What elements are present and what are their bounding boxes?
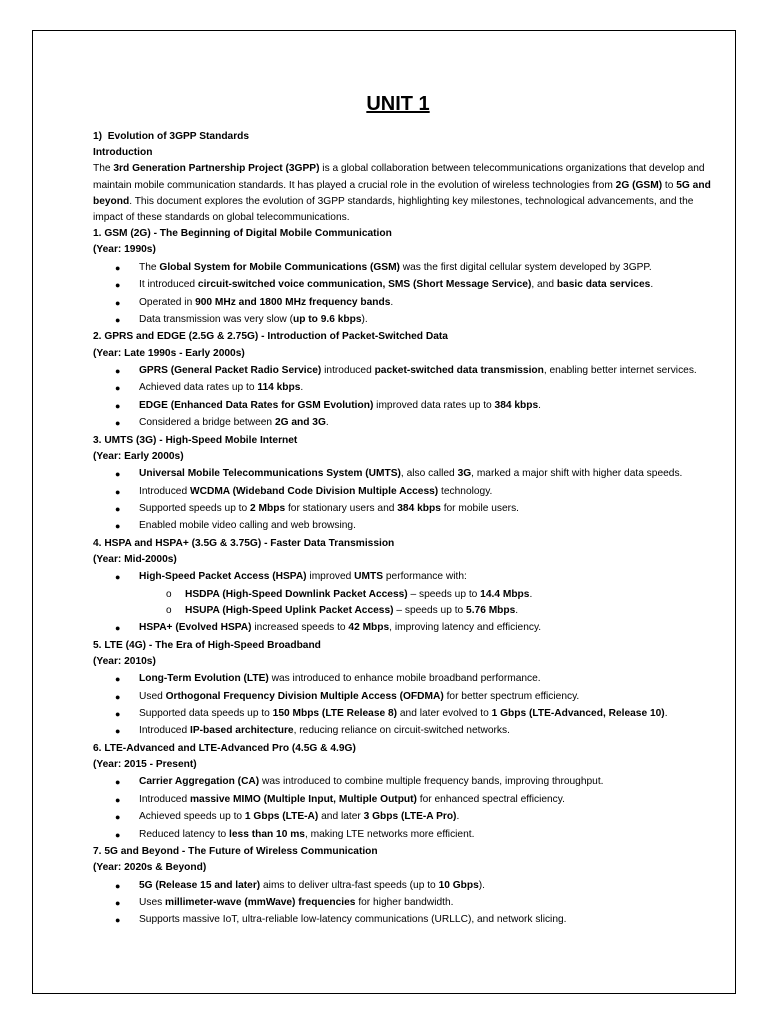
sub-item-bold-run: HSDPA (High-Speed Downlink Packet Access): [185, 588, 408, 600]
bullet-icon: ●: [115, 812, 121, 823]
item-bold-run: 3 Gbps (LTE-A Pro): [363, 811, 457, 823]
item-bold-run: Long-Term Evolution (LTE): [139, 673, 269, 685]
bullet-icon: ●: [115, 794, 121, 805]
section-title: 6. LTE-Advanced and LTE-Advanced Pro (4.5G & 4.9G): [93, 742, 356, 754]
section-title: 4. HSPA and HSPA+ (3.5G & 3.75G) - Faster Data Transmission: [93, 537, 395, 549]
item-text-run: Uses: [139, 896, 166, 908]
item-text-run: .: [664, 708, 668, 720]
item-text-run: was the first digital cellular system developed by 3GPP.: [399, 261, 652, 273]
circle-bullet-icon: o: [166, 588, 172, 600]
bullet-icon: ●: [115, 486, 121, 497]
list-item: [93, 484, 713, 500]
list-item: [93, 277, 713, 293]
list-item: [93, 466, 713, 482]
section-year: (Year: Mid-2000s): [93, 553, 177, 565]
item-text-run: introduced: [321, 364, 375, 376]
bullet-icon: ●: [115, 469, 121, 480]
item-bold-run: basic data services: [556, 279, 651, 291]
list-item: [93, 792, 713, 808]
item-bold-run: circuit-switched voice communication, SMS (Short Message Service): [197, 279, 532, 291]
bullet-icon: ●: [115, 691, 121, 702]
item-text-run: for enhanced spectral efficiency.: [416, 793, 565, 805]
item-bold-run: 384 kbps: [397, 502, 441, 514]
item-text-run: technology.: [438, 485, 493, 497]
sub-item-text-run: – speeds up to: [393, 604, 467, 616]
item-text-run: for higher bandwidth.: [355, 896, 454, 908]
item-text-run: for better spectrum efficiency.: [443, 690, 580, 702]
item-bold-run: 5G (Release 15 and later): [139, 879, 261, 891]
section-title: 3. UMTS (3G) - High-Speed Mobile Internet: [93, 434, 298, 446]
bullet-icon: ●: [115, 297, 121, 308]
bullet-icon: ●: [115, 829, 121, 840]
item-text-run: The: [139, 261, 160, 273]
intro-text-run: is a global collaboration between telecommunications organizations that develop and maintain mobile communication standards. It has played a crucial role in the evolution of wireless technologies from: [93, 163, 705, 191]
item-bold-run: 2 Mbps: [250, 502, 286, 514]
item-text-run: It introduced: [139, 279, 198, 291]
item-bold-run: 150 Mbps (LTE Release 8): [272, 708, 398, 720]
item-bold-run: Orthogonal Frequency Division Multiple Access (OFDMA): [165, 690, 444, 702]
intro-text-run: to: [662, 179, 677, 191]
item-text-run: performance with:: [383, 571, 467, 583]
item-text-run: .: [538, 399, 541, 411]
item-text-run: , making LTE networks more efficient.: [304, 828, 475, 840]
list-item: [93, 569, 713, 585]
bullet-icon: ●: [115, 314, 121, 325]
item-bold-run: millimeter-wave (mmWave) frequencies: [165, 896, 356, 908]
list-item: [93, 671, 713, 687]
list-item: [93, 518, 713, 534]
item-bold-run: up to 9.6 kbps: [293, 313, 362, 325]
item-text-run: ).: [478, 879, 485, 891]
item-bold-run: 42 Mbps: [348, 622, 390, 634]
sub-list-item: [93, 587, 713, 603]
item-text-run: was introduced to combine multiple frequency bands, improving throughput.: [259, 776, 604, 788]
item-bold-run: High-Speed Packet Access (HSPA): [139, 571, 307, 583]
item-bold-run: HSPA+ (Evolved HSPA): [139, 622, 252, 634]
bullet-icon: ●: [115, 674, 121, 685]
item-text-run: for stationary users and: [285, 502, 398, 514]
bullet-icon: ●: [115, 418, 121, 429]
item-bold-run: EDGE (Enhanced Data Rates for GSM Evolution): [139, 399, 374, 411]
item-bold-run: WCDMA (Wideband Code Division Multiple Access): [189, 485, 439, 497]
item-bold-run: 114 kbps: [257, 382, 301, 394]
item-bold-run: 2G and 3G: [274, 417, 326, 429]
sub-item-text-run: .: [529, 588, 533, 600]
bullet-list: [93, 671, 713, 739]
sub-item-bold-run: 14.4 Mbps: [480, 588, 530, 600]
item-text-run: Introduced: [139, 485, 190, 497]
bullet-icon: ●: [115, 572, 121, 583]
page-title: UNIT 1: [366, 93, 430, 115]
item-text-run: .: [650, 279, 654, 291]
section-year: (Year: Early 2000s): [93, 450, 184, 462]
list-item: [93, 501, 713, 517]
section-year: (Year: 2020s & Beyond): [93, 862, 207, 874]
intro-paragraph: [93, 161, 713, 226]
item-text-run: Introduced: [139, 793, 190, 805]
list-item: [93, 415, 713, 431]
circle-bullet-icon: o: [166, 604, 172, 616]
list-item: [93, 809, 713, 825]
list-item: [93, 706, 713, 722]
item-text-run: , reducing reliance on circuit-switched networks.: [293, 725, 510, 737]
list-item: [93, 827, 713, 843]
item-text-run: Supported speeds up to: [139, 502, 251, 514]
list-item: [93, 620, 713, 636]
item-text-run: increased speeds to: [251, 622, 349, 634]
section-year: (Year: 2015 - Present): [93, 759, 197, 771]
item-text-run: for mobile users.: [440, 502, 519, 514]
item-text-run: Reduced latency to: [139, 828, 230, 840]
item-text-run: Introduced: [139, 725, 190, 737]
bullet-icon: ●: [115, 623, 121, 634]
bullet-icon: ●: [115, 915, 121, 926]
bullet-list: [93, 363, 713, 431]
sub-item-text-run: .: [515, 604, 519, 616]
intro-bold-run: 3rd Generation Partnership Project (3GPP): [113, 163, 320, 175]
list-item: [93, 295, 713, 311]
item-bold-run: massive MIMO (Multiple Input, Multiple Output): [189, 793, 417, 805]
bullet-icon: ●: [115, 897, 121, 908]
heading-number: 1): [93, 131, 103, 142]
bullet-icon: ●: [115, 400, 121, 411]
item-text-run: Supports massive IoT, ultra-reliable low-latency communications (URLLC), and network slicing.: [139, 914, 567, 926]
item-text-run: Achieved data rates up to: [139, 382, 258, 394]
item-text-run: aims to deliver ultra-fast speeds (up to: [260, 879, 439, 891]
item-text-run: , enabling better internet services.: [543, 364, 697, 376]
item-text-run: and later evolved to: [397, 708, 492, 720]
bullet-icon: ●: [115, 521, 121, 532]
list-item: [93, 774, 713, 790]
item-bold-run: Universal Mobile Telecommunications System (UMTS): [139, 468, 401, 480]
list-item: [93, 380, 713, 396]
item-text-run: improved data rates up to: [373, 399, 495, 411]
sub-item-bold-run: 5.76 Mbps: [466, 604, 516, 616]
item-bold-run: packet-switched data transmission: [374, 364, 544, 376]
item-text-run: , marked a major shift with higher data speeds.: [471, 468, 683, 480]
section-title: 2. GPRS and EDGE (2.5G & 2.75G) - Introduction of Packet-Switched Data: [93, 331, 448, 343]
bullet-icon: ●: [115, 365, 121, 376]
section-title: 7. 5G and Beyond - The Future of Wireless Communication: [93, 845, 378, 857]
bullet-list: [93, 466, 713, 534]
list-item: [93, 878, 713, 894]
item-text-run: .: [325, 417, 329, 429]
item-text-run: Used: [139, 690, 166, 702]
intro-text-run: The: [93, 163, 114, 175]
item-text-run: Operated in: [139, 296, 196, 308]
item-text-run: ).: [361, 313, 368, 325]
section-year: (Year: Late 1990s - Early 2000s): [93, 347, 245, 359]
bullet-icon: ●: [115, 262, 121, 273]
bullet-list: [93, 878, 713, 929]
bullet-icon: ●: [115, 709, 121, 720]
list-item: [93, 398, 713, 414]
item-bold-run: less than 10 ms: [229, 828, 305, 840]
list-item: [93, 912, 713, 928]
document-page: [32, 30, 736, 994]
bullet-icon: ●: [115, 503, 121, 514]
item-bold-run: Global System for Mobile Communications (GSM): [159, 261, 400, 273]
item-bold-run: IP-based architecture: [189, 725, 294, 737]
sub-list-item: [93, 603, 713, 619]
item-bold-run: UMTS: [354, 571, 384, 583]
sub-item-bold-run: HSUPA (High-Speed Uplink Packet Access): [185, 604, 394, 616]
item-text-run: improved: [306, 571, 355, 583]
item-bold-run: 1 Gbps (LTE-A): [244, 811, 319, 823]
item-bold-run: 384 kbps: [494, 399, 539, 411]
item-text-run: Supported data speeds up to: [139, 708, 273, 720]
item-bold-run: 900 MHz and 1800 MHz frequency bands: [195, 296, 391, 308]
item-bold-run: 1 Gbps (LTE-Advanced, Release 10): [491, 708, 665, 720]
sections-container: [93, 226, 713, 928]
list-item: [93, 895, 713, 911]
item-bold-run: 3G: [457, 468, 472, 480]
item-bold-run: GPRS (General Packet Radio Service): [139, 364, 322, 376]
bullet-icon: ●: [115, 726, 121, 737]
section-title: 1. GSM (2G) - The Beginning of Digital Mobile Communication: [93, 228, 392, 240]
bullet-list: [93, 260, 713, 328]
section-year: (Year: 1990s): [93, 244, 156, 256]
list-item: [93, 723, 713, 739]
item-text-run: , and: [531, 279, 557, 291]
item-bold-run: Carrier Aggregation (CA): [139, 776, 260, 788]
bullet-icon: ●: [115, 777, 121, 788]
list-item: [93, 312, 713, 328]
item-text-run: Considered a bridge between: [139, 417, 275, 429]
item-text-run: .: [456, 811, 460, 823]
item-text-run: Achieved speeds up to: [139, 811, 245, 823]
heading-text: Evolution of 3GPP Standards: [107, 131, 250, 142]
item-text-run: Data transmission was very slow (: [139, 313, 293, 325]
item-text-run: and later: [318, 811, 364, 823]
section-heading: [93, 129, 713, 145]
bullet-icon: ●: [115, 383, 121, 394]
item-text-run: was introduced to enhance mobile broadband performance.: [268, 673, 541, 685]
document-content: [93, 93, 713, 930]
intro-bold-run: 5G and beyond: [93, 179, 711, 207]
bullet-icon: ●: [115, 880, 121, 891]
sub-item-text-run: – speeds up to: [407, 588, 481, 600]
list-item: [93, 689, 713, 705]
bullet-icon: ●: [115, 280, 121, 291]
item-text-run: , also called: [400, 468, 458, 480]
bullet-list: [93, 569, 713, 636]
item-text-run: , improving latency and efficiency.: [389, 622, 542, 634]
item-text-run: .: [390, 296, 394, 308]
section-title: 5. LTE (4G) - The Era of High-Speed Broadband: [93, 639, 321, 651]
intro-bold-run: 2G (GSM): [615, 179, 663, 191]
intro-label: Introduction: [93, 147, 153, 159]
bullet-list: [93, 774, 713, 842]
list-item: [93, 260, 713, 276]
intro-text-run: . This document explores the evolution of 3GPP standards, highlighting key milestones, technological advancements, and the impact of these standards on global telecommunications.: [93, 195, 694, 224]
list-item: [93, 363, 713, 379]
item-bold-run: 10 Gbps: [438, 879, 479, 891]
item-text-run: Enabled mobile video calling and web browsing.: [139, 520, 356, 532]
section-year: (Year: 2010s): [93, 655, 156, 667]
item-text-run: .: [300, 382, 304, 394]
